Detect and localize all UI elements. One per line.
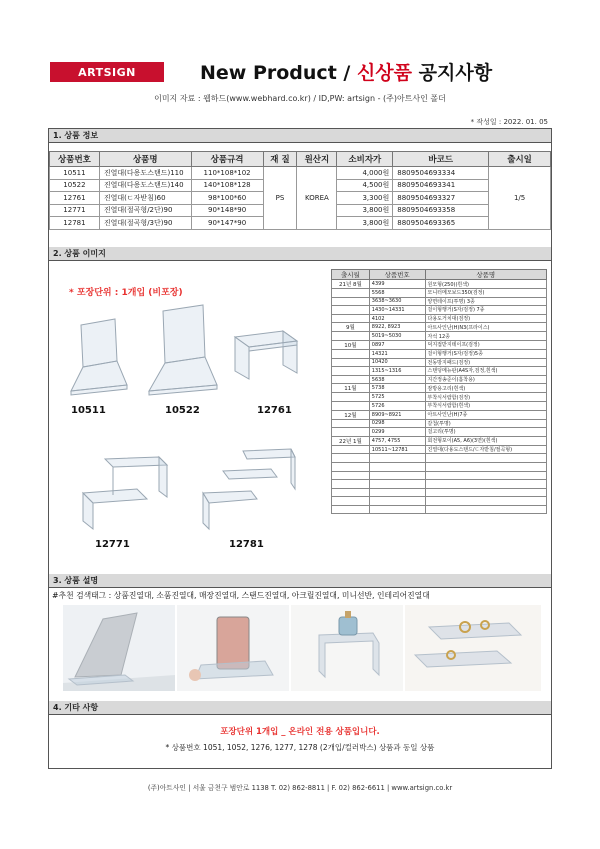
- table-cell: [332, 349, 370, 358]
- table-cell: 98*100*60: [191, 192, 263, 205]
- table-cell: KOREA: [297, 167, 337, 230]
- stand-12781-image: [199, 447, 299, 535]
- table-cell: [369, 454, 425, 463]
- table-cell: 9월: [332, 323, 370, 332]
- table-cell: 10522: [50, 179, 100, 192]
- table-cell: 전동방지패드(검정): [425, 358, 546, 367]
- table-cell: 1/5: [489, 167, 551, 230]
- column-header: 재 질: [263, 152, 297, 167]
- phone-on-stand-photo: [177, 605, 289, 691]
- table-cell: 걸이형행거(S자/검정) 7종: [425, 306, 546, 315]
- table-cell: 1315~1316: [369, 367, 425, 376]
- section-other-heading: 4. 기타 사항: [49, 701, 551, 715]
- table-cell: 4757, 4755: [369, 436, 425, 445]
- table-cell: [425, 497, 546, 506]
- column-header: 바코드: [393, 152, 489, 167]
- table-row: [332, 358, 547, 367]
- table-cell: 12761: [50, 192, 100, 205]
- table-cell: [369, 462, 425, 471]
- created-date: * 작성일 : 2022. 01. 05: [470, 118, 548, 126]
- table-cell: 5725: [369, 393, 425, 402]
- table-cell: [332, 471, 370, 480]
- table-row: [332, 488, 547, 497]
- table-row: [332, 349, 547, 358]
- table-cell: 양면테이프(투명) 3종: [425, 297, 546, 306]
- section-product-info-heading: 1. 상품 정보: [49, 129, 551, 143]
- table-cell: 5019~5030: [369, 332, 425, 341]
- table-cell: 진열대(다용도스탠드)140: [99, 179, 191, 192]
- table-cell: 8809504693365: [393, 217, 489, 230]
- table-cell: 걸이형행거(S자/검정)5종: [425, 349, 546, 358]
- column-header: 소비자가: [337, 152, 393, 167]
- column-header: 출시월: [332, 270, 370, 280]
- table-cell: 10511: [50, 167, 100, 180]
- table-cell: [332, 454, 370, 463]
- table-cell: 회전형포이(A5, A6)(3면)(흰색): [425, 436, 546, 445]
- table-cell: 아트사인난(H)N3(프라이스): [425, 323, 546, 332]
- column-header: 상품번호: [50, 152, 100, 167]
- company-footer: (주)아트사인 | 서울 금천구 범안로 1138 T. 02) 862-8811 | F. 02) 862-6611 | www.artsign.co.kr: [147, 784, 453, 792]
- table-cell: 진열대(다용도스탠드/ㄷ자받침/절곡형): [425, 445, 546, 454]
- table-row: [332, 340, 547, 349]
- section-product-image-heading: 2. 상품 이미지: [49, 247, 551, 261]
- table-cell: [332, 428, 370, 437]
- image-source-note: 이미지 자료 : 웹하드(www.webhard.co.kr) / ID,PW: artsign - (주)아트사인 폴더: [154, 94, 446, 103]
- column-header: 상품규격: [191, 152, 263, 167]
- table-cell: [425, 454, 546, 463]
- table-cell: [332, 488, 370, 497]
- table-cell: 90*147*90: [191, 217, 263, 230]
- table-cell: [332, 314, 370, 323]
- table-cell: [425, 462, 546, 471]
- table-row: [332, 289, 547, 298]
- table-cell: 원모형(250)(흰색): [425, 280, 546, 289]
- table-cell: 자석 12종: [425, 332, 546, 341]
- table-row: [332, 410, 547, 419]
- table-cell: 5638: [369, 375, 425, 384]
- table-cell: 110*108*102: [191, 167, 263, 180]
- table-cell: 8922, 8923: [369, 323, 425, 332]
- table-cell: [369, 471, 425, 480]
- table-cell: [369, 488, 425, 497]
- table-row: [332, 445, 547, 454]
- table-row: [332, 505, 547, 514]
- same-product-note: * 상품번호 1051, 1052, 1276, 1277, 1278 (2개입/컬러박스) 상품과 동일 상품: [165, 743, 435, 752]
- table-cell: [332, 332, 370, 341]
- table-cell: 8909~8921: [369, 410, 425, 419]
- table-cell: 8809504693334: [393, 167, 489, 180]
- table-row: [332, 323, 547, 332]
- search-tags: #추천 검색태그 : 상품진열대, 소품진열대, 매장진열대, 스탠드진열대, 아크릴진열대, 미니선반, 인테리어진열대: [52, 591, 430, 600]
- table-row: [332, 436, 547, 445]
- product-code-label: 12771: [95, 539, 130, 550]
- table-row: [332, 480, 547, 489]
- table-cell: [332, 505, 370, 514]
- table-cell: 0897: [369, 340, 425, 349]
- table-row: [332, 332, 547, 341]
- column-header: 상품명: [99, 152, 191, 167]
- table-cell: 다용도거치대(검정): [425, 314, 546, 323]
- table-row: [332, 428, 547, 437]
- table-cell: 10월: [332, 340, 370, 349]
- table-cell: [332, 480, 370, 489]
- table-row: [332, 497, 547, 506]
- table-row: [332, 393, 547, 402]
- table-cell: 11월: [332, 384, 370, 393]
- table-cell: 1430~14331: [369, 306, 425, 315]
- column-header: 원산지: [297, 152, 337, 167]
- table-cell: 4,500원: [337, 179, 393, 192]
- product-code-label: 12781: [229, 539, 264, 550]
- table-cell: 0298: [369, 419, 425, 428]
- table-cell: 아트사인난(H)7종: [425, 410, 546, 419]
- tablet-on-stand-photo: [63, 605, 175, 691]
- table-cell: 진열대(다용도스탠드)110: [99, 167, 191, 180]
- table-cell: [332, 419, 370, 428]
- online-only-notice: 포장단위 1개입 _ 온라인 전용 상품입니다.: [220, 727, 380, 737]
- stand-10511-image: [63, 315, 133, 399]
- table-cell: 12781: [50, 217, 100, 230]
- column-header: 상품명: [425, 270, 546, 280]
- table-cell: 3638~3630: [369, 297, 425, 306]
- table-cell: [332, 462, 370, 471]
- table-row: [50, 167, 551, 180]
- table-cell: [425, 488, 546, 497]
- table-row: [332, 462, 547, 471]
- table-cell: [332, 297, 370, 306]
- table-cell: 8809504693341: [393, 179, 489, 192]
- table-row: [332, 306, 547, 315]
- table-cell: [332, 375, 370, 384]
- table-cell: 90*148*90: [191, 204, 263, 217]
- table-cell: [425, 480, 546, 489]
- table-row: [332, 367, 547, 376]
- table-cell: 5568: [369, 289, 425, 298]
- product-code-label: 10511: [71, 405, 106, 416]
- accessories-on-stand-photo: [405, 605, 541, 691]
- table-cell: 진열대(ㄷ자받침)60: [99, 192, 191, 205]
- table-cell: 3,800원: [337, 217, 393, 230]
- table-cell: [332, 306, 370, 315]
- table-cell: 10511~12781: [369, 445, 425, 454]
- table-cell: [332, 393, 370, 402]
- table-cell: 0299: [369, 428, 425, 437]
- page-title: New Product / 신상품 공지사항: [200, 62, 493, 84]
- table-cell: 5738: [369, 384, 425, 393]
- table-cell: 잠방용고리(흰색): [425, 384, 546, 393]
- section-description-heading: 3. 상품 설명: [49, 574, 551, 588]
- release-schedule-table: [331, 269, 547, 514]
- table-cell: [332, 358, 370, 367]
- table-cell: [332, 497, 370, 506]
- notice-sheet: [48, 128, 552, 769]
- table-row: [332, 314, 547, 323]
- table-row: [332, 471, 547, 480]
- table-cell: 진열대(절곡형/3단)90: [99, 217, 191, 230]
- table-row: [332, 454, 547, 463]
- table-cell: 10420: [369, 358, 425, 367]
- table-cell: 갈첩(투명): [425, 419, 546, 428]
- stand-12771-image: [77, 451, 173, 533]
- table-row: [332, 375, 547, 384]
- table-cell: 4,000원: [337, 167, 393, 180]
- table-row: [332, 280, 547, 289]
- table-cell: 140*108*128: [191, 179, 263, 192]
- table-cell: 덕지접받지테이프(검정): [425, 340, 546, 349]
- table-cell: [332, 289, 370, 298]
- stand-12761-image: [229, 323, 301, 387]
- table-cell: 진열대(절곡형/2단)90: [99, 204, 191, 217]
- column-header: 출시일: [489, 152, 551, 167]
- table-cell: 부착식서랍함(흰색): [425, 401, 546, 410]
- table-cell: [332, 445, 370, 454]
- table-cell: 지간정송준이(흡착용): [425, 375, 546, 384]
- table-row: [332, 384, 547, 393]
- table-cell: 4399: [369, 280, 425, 289]
- table-cell: PS: [263, 167, 297, 230]
- table-cell: 걸고리(투명): [425, 428, 546, 437]
- perfume-on-stand-photo: [291, 605, 403, 691]
- table-cell: 3,300원: [337, 192, 393, 205]
- table-cell: 21년 8월: [332, 280, 370, 289]
- table-cell: 스탠딩메뉴판(A4S자,검정,흰색): [425, 367, 546, 376]
- table-cell: [332, 367, 370, 376]
- table-cell: 4102: [369, 314, 425, 323]
- table-cell: [369, 497, 425, 506]
- table-cell: 부착식서랍함(검정): [425, 393, 546, 402]
- table-row: [332, 297, 547, 306]
- artsign-logo: ARTSIGN: [50, 62, 164, 82]
- product-code-label: 12761: [257, 405, 292, 416]
- table-cell: 22년 1월: [332, 436, 370, 445]
- table-cell: 12771: [50, 204, 100, 217]
- table-cell: 8809504693358: [393, 204, 489, 217]
- table-cell: [425, 471, 546, 480]
- table-cell: 5726: [369, 401, 425, 410]
- stand-10522-image: [141, 303, 223, 399]
- table-cell: 14321: [369, 349, 425, 358]
- column-header: 상품번호: [369, 270, 425, 280]
- table-row: [332, 419, 547, 428]
- table-row: [332, 401, 547, 410]
- product-info-table: [49, 151, 551, 230]
- table-cell: 12월: [332, 410, 370, 419]
- table-cell: [332, 401, 370, 410]
- table-cell: [425, 505, 546, 514]
- table-cell: [369, 505, 425, 514]
- product-code-label: 10522: [165, 405, 200, 416]
- pack-unit-note: * 포장단위 : 1개입 (비포장): [69, 288, 183, 298]
- table-cell: 모니터메모보드350(검정): [425, 289, 546, 298]
- table-cell: [369, 480, 425, 489]
- table-cell: 3,800원: [337, 204, 393, 217]
- table-cell: 8809504693327: [393, 192, 489, 205]
